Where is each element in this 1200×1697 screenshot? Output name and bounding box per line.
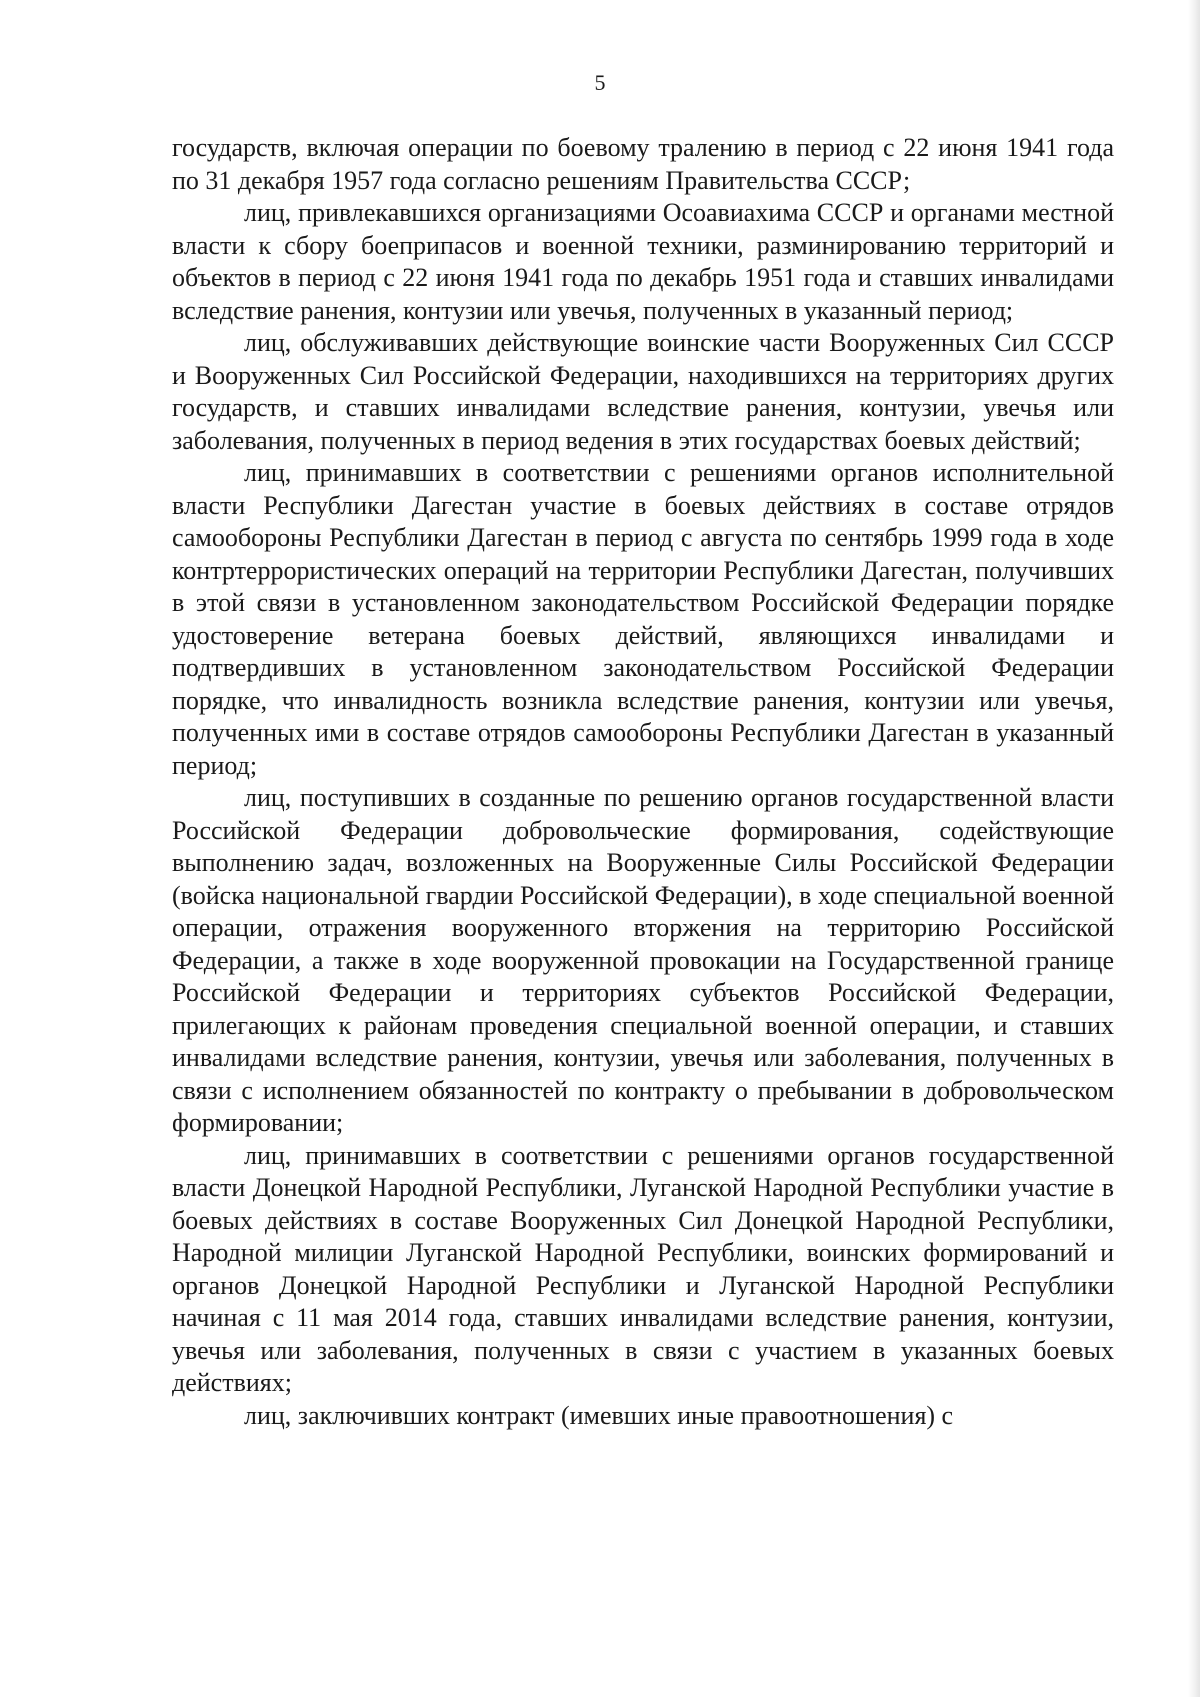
- paragraph-6: лиц, принимавших в соответствии с решениями органов государственной власти Донецкой Народной Республики, Луганской Народной Республики участие в боевых действиях в составе Вооруженных Сил Донецкой Народной Республики, Народной милиции Луганской Народной Республики, воинских формирований и органов Донецкой Народной Республики и Луганской Народной Республики начиная с 11 мая 2014 года, ставших инвалидами вследствие ранения, контузии, увечья или заболевания, полученных в связи с участием в указанных боевых действиях;: [172, 1140, 1114, 1397]
- paragraph-5: лиц, поступивших в созданные по решению органов государственной власти Российской Федерации добровольческие формирования, содействующие выполнению задач, возложенных на Вооруженные Силы Российской Федерации (войска национальной гвардии Российской Федерации), в ходе специальной военной операции, отражения вооруженного вторжения на территорию Российской Федерации, а также в ходе вооруженной провокации на Государственной границе Российской Федерации и территориях субъектов Российской Федерации, прилегающих к районам проведения специальной военной операции, и ставших инвалидами вследствие ранения, контузии, увечья или заболевания, полученных в связи с исполнением обязанностей по контракту о пребывании в добровольческом формировании;: [172, 783, 1114, 1137]
- paragraph-4: лиц, принимавших в соответствии с решениями органов исполнительной власти Республики Дагестан участие в боевых действиях в составе отрядов самообороны Республики Дагестан в период с августа по сентябрь 1999 года в ходе контртеррористических операций на территории Республики Дагестан, получивших в этой связи в установленном законодательством Российской Федерации порядке удостоверение ветерана боевых действий, являющихся инвалидами и подтвердивших в установленном законодательством Российской Федерации порядке, что инвалидность возникла вследствие ранения, контузии или увечья, полученных ими в составе отрядов самообороны Республики Дагестан в указанный период;: [172, 458, 1114, 780]
- document-body: [172, 132, 1114, 1432]
- page-number: 5: [594, 70, 606, 95]
- page-edge-shadow: [1188, 0, 1200, 1697]
- paragraph-2: лиц, привлекавшихся организациями Осоавиахима СССР и органами местной власти к сбору боеприпасов и военной техники, разминированию территорий и объектов в период с 22 июня 1941 года по декабрь 1951 года и ставших инвалидами вследствие ранения, контузии или увечья, полученных в указанный период;: [172, 198, 1114, 325]
- paragraph-1: государств, включая операции по боевому тралению в период с 22 июня 1941 года по 31 декабря 1957 года согласно решениям Правительства СССР;: [172, 133, 1114, 195]
- paragraph-7: лиц, заключивших контракт (имевших иные правоотношения) с: [244, 1400, 954, 1430]
- paragraph-3: лиц, обслуживавших действующие воинские части Вооруженных Сил СССР и Вооруженных Сил Российской Федерации, находившихся на территориях других государств, и ставших инвалидами вследствие ранения, контузии, увечья или заболевания, полученных в период ведения в этих государствах боевых действий;: [172, 328, 1114, 455]
